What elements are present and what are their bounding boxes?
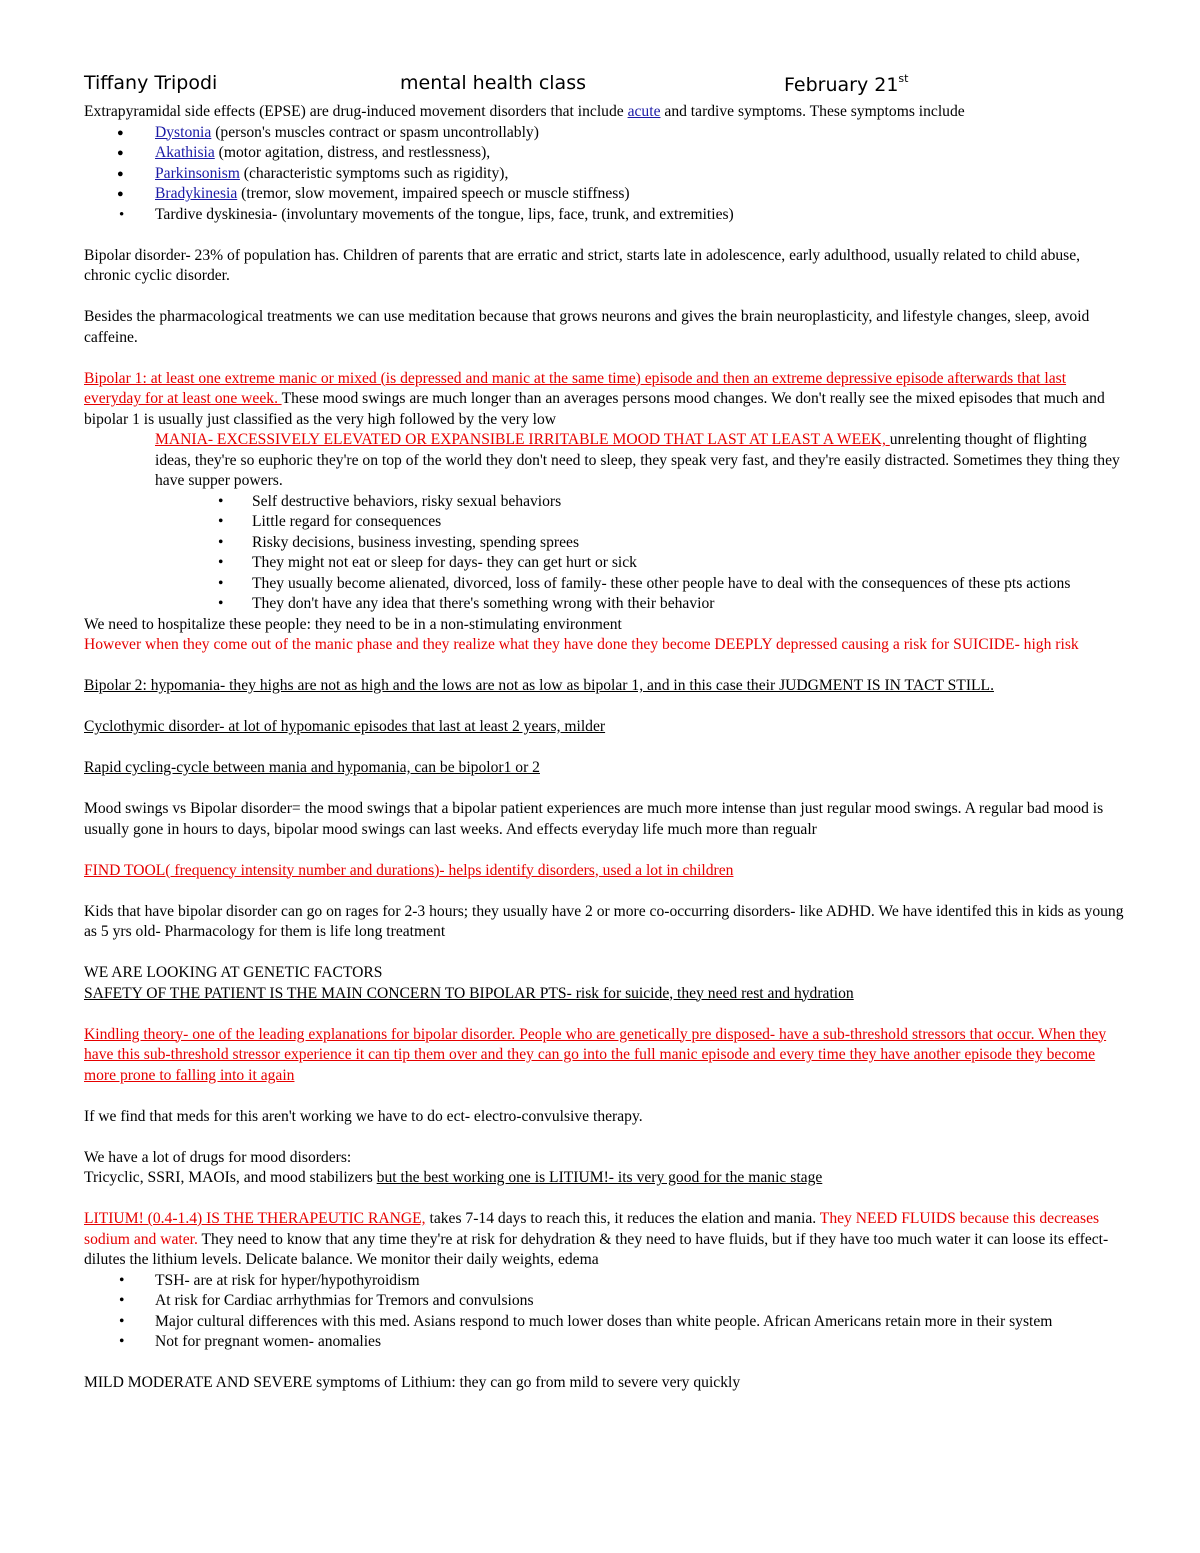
class-title: mental health class	[400, 72, 587, 94]
kids-paragraph: Kids that have bipolar disorder can go on rages for 2-3 hours; they usually have 2 or more co-occurring disorders- like ADHD. We have identifed this in kids as young as 5 yrs old- Pharmacology for them is life long treatment	[84, 902, 1124, 940]
list-item: • They don't have any idea that there's something wrong with their behavior	[84, 594, 1124, 615]
list-item: • TSH- are at risk for hyper/hypothyroidism	[84, 1271, 1124, 1292]
document-header	[84, 66, 1124, 102]
list-item: • Little regard for consequences	[84, 512, 1124, 533]
lithium-paragraph: LITIUM! (0.4-1.4) IS THE THERAPEUTIC RANGE, takes 7-14 days to reach this, it reduces the elation and mania. They NEED FLUIDS because this decreases sodium and water. They need to know that any time they're at risk for dehydration & they need to have fluids, but if they have too much water it can loose its effect- dilutes the lithium levels. Delicate balance. We monitor their daily weights, edema	[84, 1210, 1109, 1268]
class-date: February 21st	[784, 72, 909, 96]
ect-line: If we find that meds for this aren't working we have to do ect- electro-convulsive therapy.	[84, 1107, 643, 1125]
list-item: ● Akathisia (motor agitation, distress, and restlessness),	[84, 143, 1124, 164]
list-item: • Not for pregnant women- anomalies	[84, 1332, 1124, 1353]
document-page	[84, 66, 1124, 1394]
rapid-cycling-line: Rapid cycling-cycle between mania and hypomania, can be bipolor1 or 2	[84, 759, 540, 776]
epse-symptom-list	[84, 123, 1124, 226]
bipolar1-paragraph: Bipolar 1: at least one extreme manic or mixed (is depressed and manic at the same time) episode and then an extreme depressive episode afterwards that last everyday for at least one week. These mood swings are much longer than an averages persons mood changes. We don't really see the mixed episodes that much and bipolar 1 is usually just classified as the very high followed by the very low	[84, 369, 1105, 428]
akathisia-link[interactable]: Akathisia	[155, 144, 215, 161]
parkinsonism-link[interactable]: Parkinsonism	[155, 164, 240, 182]
genetic-line: WE ARE LOOKING AT GENETIC FACTORS	[84, 964, 383, 981]
list-item: • Tardive dyskinesia- (involuntary movements of the tongue, lips, face, trunk, and extremities)	[84, 205, 1124, 226]
dystonia-link[interactable]: Dystonia	[155, 123, 212, 141]
lithium-list	[84, 1271, 1124, 1353]
list-item: • They might not eat or sleep for days- they can get hurt or sick	[84, 553, 1124, 574]
lithium-severity-line: MILD MODERATE AND SEVERE symptoms of Lithium: they can go from mild to severe very quickly	[84, 1374, 741, 1391]
author-name: Tiffany Tripodi	[84, 72, 218, 94]
epse-intro: Extrapyramidal side effects (EPSE) are drug-induced movement disorders that include acute and tardive symptoms. These symptoms include	[84, 103, 965, 120]
acute-link[interactable]: acute	[627, 103, 661, 120]
list-item: ● Bradykinesia (tremor, slow movement, impaired speech or muscle stiffness)	[84, 184, 1124, 205]
mania-paragraph: MANIA- EXCESSIVELY ELEVATED OR EXPANSIBLE IRRITABLE MOOD THAT LAST AT LEAST A WEEK, unrelenting thought of flighting ideas, they're so euphoric they're on top of the world they don't need to sleep, they speak very fast, and they're easily distracted. Sometimes they thing they have supper powers.	[155, 431, 1120, 489]
hospitalize-line: We need to hospitalize these people: they need to be in a non-stimulating environment	[84, 615, 622, 633]
mood-swings-paragraph: Mood swings vs Bipolar disorder= the mood swings that a bipolar patient experiences are much more intense than just regular mood swings. A regular bad mood is usually gone in hours to days, bipolar mood swings can last weeks. And effects everyday life much more than regualr	[84, 800, 1104, 838]
find-tool-line: FIND TOOL( frequency intensity number and durations)- helps identify disorders, used a lot in children	[84, 861, 734, 879]
bradykinesia-link[interactable]: Bradykinesia	[155, 185, 238, 202]
safety-line: SAFETY OF THE PATIENT IS THE MAIN CONCERN TO BIPOLAR PTS- risk for suicide, they need rest and hydration	[84, 984, 854, 1002]
list-item: ● Dystonia (person's muscles contract or spasm uncontrollably)	[84, 123, 1124, 144]
bipolar2-line: Bipolar 2: hypomania- they highs are not as high and the lows are not as low as bipolar 1, and in this case their JUDGMENT IS IN TACT STILL.	[84, 677, 994, 694]
list-item: • Self destructive behaviors, risky sexual behaviors	[84, 492, 1124, 513]
treatments-paragraph: Besides the pharmacological treatments we can use meditation because that grows neurons and gives the brain neuroplasticity, and lifestyle changes, sleep, avoid caffeine.	[84, 308, 1090, 346]
cyclothymic-line: Cyclothymic disorder- at lot of hypomanic episodes that last at least 2 years, milder	[84, 718, 606, 735]
kindling-paragraph: Kindling theory- one of the leading explanations for bipolar disorder. People who are genetically pre disposed- have a sub-threshold stressors that occur. When they have this sub-threshold stressor experience it can tip them over and they can go into the full manic episode and every time they have another episode they become more prone to falling into it again	[84, 1025, 1107, 1084]
suicide-risk-paragraph: However when they come out of the manic phase and they realize what they have done they become DEEPLY depressed causing a risk for SUICIDE- high risk	[84, 636, 1079, 653]
drugs-line-1: We have a lot of drugs for mood disorders:	[84, 1148, 352, 1166]
drugs-line-2: Tricyclic, SSRI, MAOIs, and mood stabilizers but the best working one is LITIUM!- its very good for the manic stage	[84, 1169, 823, 1186]
list-item: • They usually become alienated, divorced, loss of family- these other people have to deal with the consequences of these pts actions	[84, 574, 1124, 595]
list-item: • Major cultural differences with this med. Asians respond to much lower doses than white people. African Americans retain more in their system	[84, 1312, 1124, 1333]
bipolar-intro: Bipolar disorder- 23% of population has. Children of parents that are erratic and strict, starts late in adolescence, early adulthood, usually related to child abuse, chronic cyclic disorder.	[84, 246, 1081, 284]
list-item: • Risky decisions, business investing, spending sprees	[84, 533, 1124, 554]
list-item: ● Parkinsonism (characteristic symptoms such as rigidity),	[84, 164, 1124, 185]
mania-symptom-list	[84, 492, 1124, 615]
list-item: • At risk for Cardiac arrhythmias for Tremors and convulsions	[84, 1291, 1124, 1312]
